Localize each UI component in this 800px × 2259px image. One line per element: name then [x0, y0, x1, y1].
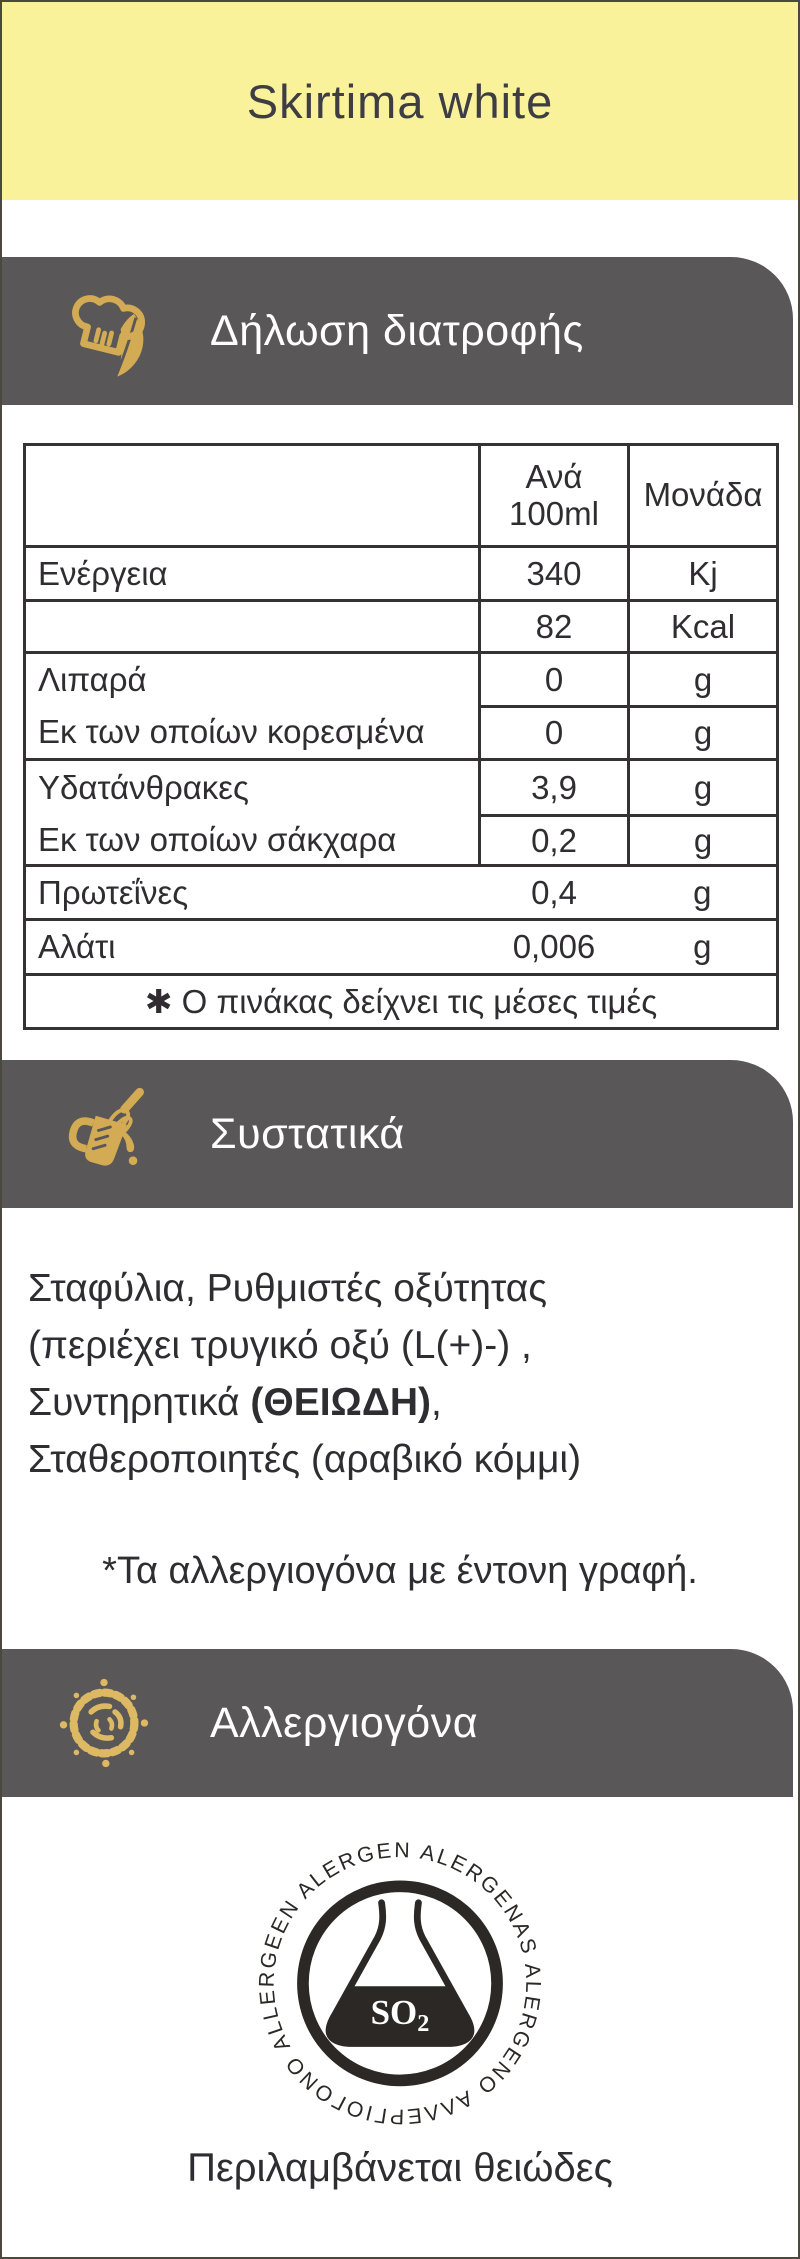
nutrition-heading: Δήλωση διατροφής — [210, 306, 584, 355]
nutrition-section-header — [0, 257, 793, 405]
table-row — [25, 707, 778, 760]
row-label: Υδατάνθρακες — [25, 760, 480, 816]
stamp-ring — [303, 1886, 497, 2080]
ingredients-heading: Συστατικά — [210, 1109, 405, 1158]
table-row — [25, 816, 778, 866]
ingredients-line: (περιέχει τρυγικό οξύ (L(+)-) , — [28, 1324, 532, 1367]
row-unit: Kj — [629, 547, 778, 601]
nutrition-table — [23, 443, 779, 1030]
ingredients-section-header — [0, 1060, 793, 1208]
table-row — [25, 920, 778, 975]
sulphites-note: Περιλαμβάνεται θειώδες — [187, 2146, 613, 2190]
row-unit: g — [629, 760, 778, 816]
table-row — [25, 760, 778, 816]
row-label: Αλάτι — [25, 920, 480, 975]
row-value: 0,2 — [480, 816, 629, 866]
allergen-stamp-icon — [54, 1677, 154, 1769]
row-label: Ενέργεια — [25, 547, 480, 601]
allergen-bold-note: *Τα αλλεργιογόνα με έντονη γραφή. — [102, 1550, 698, 1592]
measuring-jug-whisk-icon — [54, 1082, 154, 1187]
row-label: Πρωτεΐνες — [25, 866, 480, 920]
ingredients-line: Σταθεροποιητές (αραβικό κόμμι) — [28, 1438, 582, 1481]
row-unit: Kcal — [629, 601, 778, 653]
title-band — [2, 2, 798, 200]
allergens-heading: Αλλεργιογόνα — [210, 1698, 479, 1747]
row-unit: g — [629, 816, 778, 866]
row-value: 3,9 — [480, 760, 629, 816]
row-unit: g — [629, 866, 778, 920]
row-label — [25, 601, 480, 653]
table-footnote-row — [25, 975, 778, 1029]
so2-text: SO — [370, 1993, 418, 2033]
ingredients-line-part: Συντηρητικά — [28, 1381, 251, 1424]
row-label: Λιπαρά — [25, 653, 480, 707]
row-unit: g — [629, 920, 778, 975]
table-row — [25, 547, 778, 601]
row-value: 0 — [480, 707, 629, 760]
ingredients-text — [2, 1208, 798, 1488]
table-footnote: ✱ Ο πινάκας δείχνει τις μέσες τιμές — [25, 975, 778, 1029]
chef-hat-quill-icon — [54, 279, 154, 384]
row-unit: g — [629, 653, 778, 707]
ingredients-line: Σταφύλια, Ρυθμιστές οξύτητας — [28, 1267, 548, 1310]
header-per-100ml: Ανά 100ml — [480, 445, 629, 547]
ingredients-line — [28, 1374, 778, 1431]
row-value: 0 — [480, 653, 629, 707]
table-row — [25, 866, 778, 920]
so2-allergen-stamp — [2, 1823, 798, 2134]
allergens-section-header — [0, 1649, 793, 1797]
table-row — [25, 601, 778, 653]
row-value: 0,4 — [480, 866, 629, 920]
table-header-row — [25, 445, 778, 547]
row-unit: g — [629, 707, 778, 760]
ingredients-line-part: , — [431, 1381, 442, 1424]
row-label: Εκ των οποίων σάκχαρα — [25, 816, 480, 866]
row-value: 82 — [480, 601, 629, 653]
allergen-bold-term: (ΘΕΙΩΔΗ) — [250, 1381, 432, 1424]
row-value: 0,006 — [480, 920, 629, 975]
row-label: Εκ των οποίων κορεσμένα — [25, 707, 480, 760]
row-value: 340 — [480, 547, 629, 601]
product-title: Skirtima white — [246, 74, 554, 128]
table-row — [25, 653, 778, 707]
header-unit: Μονάδα — [629, 445, 778, 547]
so2-subscript: 2 — [417, 2009, 430, 2037]
stamp-ring-text: ALLERGEEN ALERGEN ALERGENAS ALERGENO ΑΛΛΕΡΓΙΟΓΟΝΟ — [254, 1837, 546, 2129]
header-empty — [25, 445, 480, 547]
